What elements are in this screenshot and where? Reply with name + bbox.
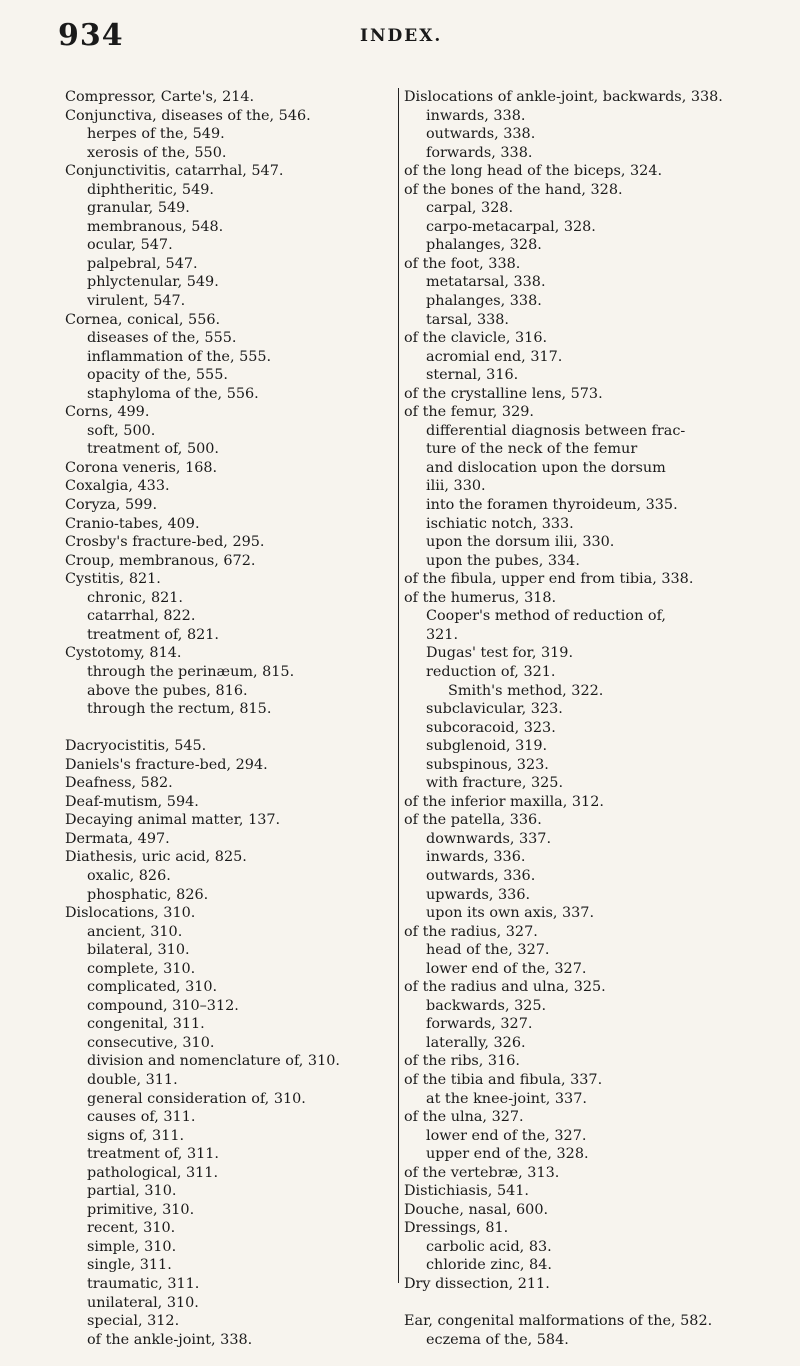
index-subentry: sternal, 316. [426,367,519,384]
index-column-right [398,88,744,1348]
index-subentry: through the perinæum, 815. [87,663,295,680]
index-subentry: subglenoid, 319. [426,738,548,755]
index-subentry: carpal, 328. [426,200,514,217]
index-subentry: chronic, 821. [87,589,183,606]
index-subentry: at the knee-joint, 337. [426,1090,587,1107]
index-subentry: primitive, 310. [87,1201,195,1218]
index-entry: Corns, 499. [65,404,150,421]
index-subentry: catarrhal, 822. [87,608,196,625]
index-subentry: bilateral, 310. [87,942,190,959]
index-entry: Dislocations, 310. [65,905,196,922]
index-subentry: upon the dorsum ilii, 330. [426,534,615,551]
index-entry: of the long head of the biceps, 324. [404,163,663,180]
index-subentry: single, 311. [87,1257,172,1274]
index-entry: Corona veneris, 168. [65,459,218,476]
index-subentry: general consideration of, 310. [87,1090,306,1107]
index-subentry: of the ankle-joint, 338. [87,1331,253,1348]
index-subentry: staphyloma of the, 556. [87,385,259,402]
index-subentry: eczema of the, 584. [426,1331,569,1348]
index-subentry: reduction of, 321. [426,663,556,680]
index-subentry: treatment of, 311. [87,1146,219,1163]
index-subentry: subcoracoid, 323. [426,719,556,736]
index-column-left [65,88,395,1349]
index-subentry: phalanges, 338. [426,293,542,310]
index-subentry: upwards, 336. [426,886,531,903]
index-gap [65,719,395,738]
index-subentry: compound, 310–312. [87,997,239,1014]
index-subentry: special, 312. [87,1313,180,1330]
index-subentry: downwards, 337. [426,830,552,847]
index-subentry: carbolic acid, 83. [426,1238,552,1255]
index-entry: Dermata, 497. [65,830,170,847]
index-subentry: unilateral, 310. [87,1294,199,1311]
index-entry: Cranio-tabes, 409. [65,515,200,532]
index-subentry: ischiatic notch, 333. [426,515,574,532]
index-subentry: Smith's method, 322. [448,682,604,699]
index-entry: Cornea, conical, 556. [65,311,221,328]
page-title: INDEX. [360,26,443,46]
index-entry: Cystotomy, 814. [65,645,182,662]
index-entry: Ear, congenital malformations of the, 582. [404,1313,713,1330]
index-entry: Daniels's fracture-bed, 294. [65,756,268,773]
index-subentry: upon the pubes, 334. [426,552,580,569]
index-subentry: virulent, 547. [87,293,186,310]
index-entry: Conjunctivitis, catarrhal, 547. [65,163,284,180]
index-subentry: tarsal, 338. [426,311,509,328]
index-subentry: opacity of the, 555. [87,367,228,384]
index-entry: of the patella, 336. [404,812,542,829]
index-entry: Dislocations of ankle-joint, backwards, 338. [404,89,723,105]
index-subentry: above the pubes, 816. [87,682,248,699]
index-subentry: Dugas' test for, 319. [426,645,574,662]
index-subentry: palpebral, 547. [87,255,198,272]
index-subentry: phalanges, 328. [426,237,542,254]
index-subentry: and dislocation upon the dorsum [426,459,666,476]
index-subentry: xerosis of the, 550. [87,144,227,161]
index-subentry: signs of, 311. [87,1127,185,1144]
index-subentry: pathological, 311. [87,1164,219,1181]
index-subentry: herpes of the, 549. [87,126,225,143]
index-subentry: diseases of the, 555. [87,330,237,347]
index-subentry: consecutive, 310. [87,1034,215,1051]
index-entry: Coxalgia, 433. [65,478,170,495]
index-entry: of the foot, 338. [404,255,521,272]
index-subentry: forwards, 338. [426,144,533,161]
index-subentry: complicated, 310. [87,979,218,996]
index-entry: Deafness, 582. [65,775,173,792]
index-subentry: forwards, 327. [426,1016,533,1033]
index-subentry: ancient, 310. [87,923,183,940]
index-entry: of the radius and ulna, 325. [404,979,606,996]
index-subentry: subspinous, 323. [426,756,549,773]
index-subentry: upon its own axis, 337. [426,905,595,922]
index-subentry: treatment of, 500. [87,441,219,458]
index-entry: Coryza, 599. [65,497,158,514]
index-entry: Crosby's fracture-bed, 295. [65,534,265,551]
index-entry: of the vertebræ, 313. [404,1164,560,1181]
index-subentry: granular, 549. [87,200,190,217]
index-subentry: acromial end, 317. [426,348,563,365]
index-subentry: phlyctenular, 549. [87,274,219,291]
index-entry: Croup, membranous, 672. [65,552,256,569]
index-subentry: through the rectum, 815. [87,701,272,718]
index-subentry: treatment of, 821. [87,626,219,643]
index-subentry: partial, 310. [87,1183,177,1200]
index-entry: of the crystalline lens, 573. [404,385,603,402]
index-subentry: outwards, 338. [426,126,536,143]
index-subentry: causes of, 311. [87,1109,196,1126]
index-entry: Douche, nasal, 600. [404,1201,549,1218]
index-entry: Conjunctiva, diseases of the, 546. [65,107,311,124]
index-entry: of the bones of the hand, 328. [404,181,623,198]
index-subentry: chloride zinc, 84. [426,1257,552,1274]
index-subentry: laterally, 326. [426,1034,526,1051]
index-subentry: with fracture, 325. [426,775,564,792]
index-subentry: head of the, 327. [426,942,550,959]
index-entry: of the fibula, upper end from tibia, 338. [404,571,694,588]
index-subentry: ture of the neck of the femur [426,441,638,458]
index-subentry: inflammation of the, 555. [87,348,272,365]
index-subentry: upper end of the, 328. [426,1146,589,1163]
index-subentry: metatarsal, 338. [426,274,546,291]
index-entry: of the humerus, 318. [404,589,557,606]
index-subentry: traumatic, 311. [87,1276,200,1292]
index-entry: of the ulna, 327. [404,1109,524,1126]
index-subentry: congenital, 311. [87,1016,205,1033]
index-subentry: backwards, 325. [426,997,547,1014]
index-entry: Cystitis, 821. [65,571,161,588]
index-entry: of the ribs, 316. [404,1053,520,1070]
index-entry: Dry dissection, 211. [404,1276,550,1292]
index-subentry: soft, 500. [87,422,156,439]
index-subentry: 321. [426,626,459,643]
page-number: 934 [58,18,124,53]
index-subentry: into the foramen thyroideum, 335. [426,497,678,514]
index-subentry: ocular, 547. [87,237,173,254]
index-entry: of the inferior maxilla, 312. [404,793,604,810]
index-subentry: differential diagnosis between frac- [426,422,686,439]
index-entry: Diathesis, uric acid, 825. [65,849,247,866]
index-entry: of the tibia and fibula, 337. [404,1071,603,1088]
index-subentry: phosphatic, 826. [87,886,209,903]
index-subentry: division and nomenclature of, 310. [87,1053,340,1070]
index-entry: Dacryocistitis, 545. [65,738,207,755]
index-subentry: Cooper's method of reduction of, [426,608,666,625]
index-subentry: diphtheritic, 549. [87,181,214,198]
index-subentry: outwards, 336. [426,867,536,884]
index-subentry: recent, 310. [87,1220,176,1237]
index-entry: of the radius, 327. [404,923,538,940]
index-subentry: ilii, 330. [426,478,486,495]
index-subentry: carpo-metacarpal, 328. [426,218,596,235]
index-entry: Dressings, 81. [404,1220,509,1237]
index-entry: Deaf-mutism, 594. [65,793,199,810]
index-subentry: simple, 310. [87,1238,177,1255]
index-entry: Compressor, Carte's, 214. [65,89,255,105]
index-subentry: inwards, 338. [426,107,526,124]
index-entry: Decaying animal matter, 137. [65,812,281,829]
index-subentry: double, 311. [87,1071,178,1088]
index-subentry: lower end of the, 327. [426,960,587,977]
index-subentry: complete, 310. [87,960,196,977]
index-gap [400,1294,744,1313]
index-subentry: lower end of the, 327. [426,1127,587,1144]
index-subentry: inwards, 336. [426,849,526,866]
index-entry: Distichiasis, 541. [404,1183,529,1200]
index-entry: of the femur, 329. [404,404,534,421]
index-entry: of the clavicle, 316. [404,330,548,347]
index-subentry: subclavicular, 323. [426,701,563,718]
index-subentry: membranous, 548. [87,218,224,235]
index-subentry: oxalic, 826. [87,867,171,884]
